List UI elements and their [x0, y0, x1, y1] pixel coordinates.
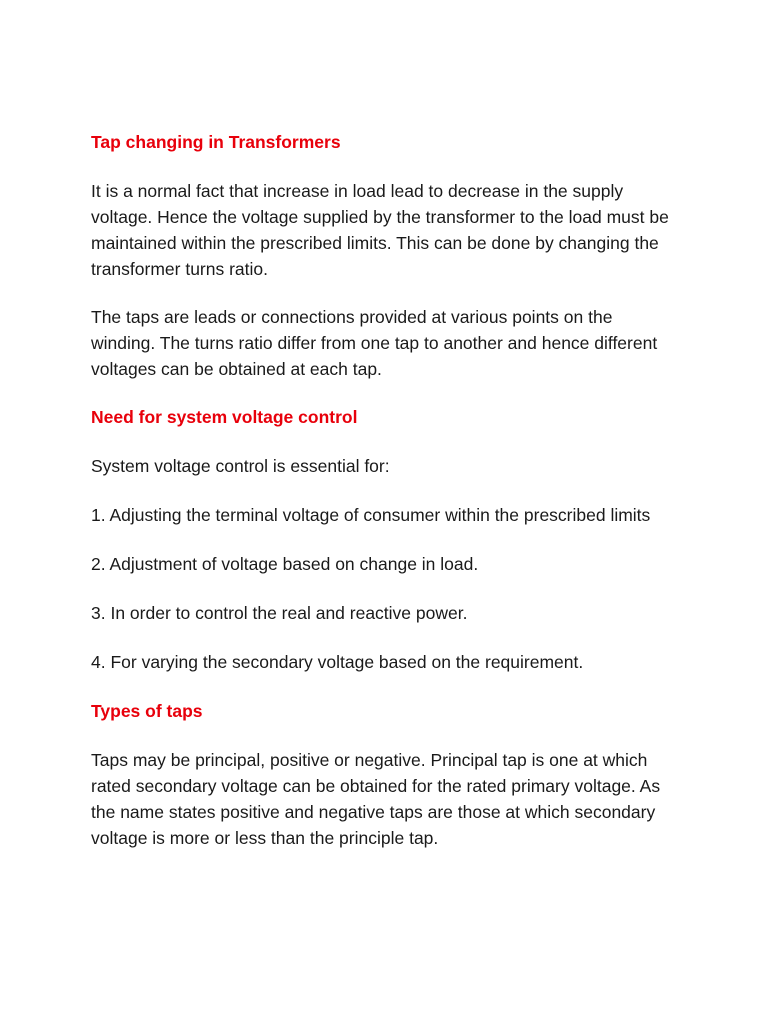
list-item-4: 4. For varying the secondary voltage based on the requirement.	[91, 652, 584, 672]
list-item-2: 2. Adjustment of voltage based on change in load.	[91, 554, 479, 574]
section-heading-types-of-taps: Types of taps	[91, 701, 203, 721]
paragraph-load-voltage: It is a normal fact that increase in load lead to decrease in the supply voltage. Hence the voltage supplied by the transformer to the load must be maintained within the prescribed limits. This can be done by changing the transformer turns ratio.	[91, 181, 669, 279]
document-page	[91, 129, 681, 851]
paragraph-voltage-control-intro: System voltage control is essential for:	[91, 456, 390, 476]
list-item-1: 1. Adjusting the terminal voltage of consumer within the prescribed limits	[91, 505, 651, 525]
paragraph-types-of-taps: Taps may be principal, positive or negative. Principal tap is one at which rated secondary voltage can be obtained for the rated primary voltage. As the name states positive and negative taps are those at which secondary voltage is more or less than the principle tap.	[91, 750, 661, 848]
paragraph-taps-definition: The taps are leads or connections provided at various points on the winding. The turns ratio differ from one tap to another and hence different voltages can be obtained at each tap.	[91, 307, 658, 379]
section-heading-tap-changing: Tap changing in Transformers	[91, 132, 341, 152]
section-heading-need-voltage-control: Need for system voltage control	[91, 407, 358, 427]
list-item-3: 3. In order to control the real and reactive power.	[91, 603, 468, 623]
